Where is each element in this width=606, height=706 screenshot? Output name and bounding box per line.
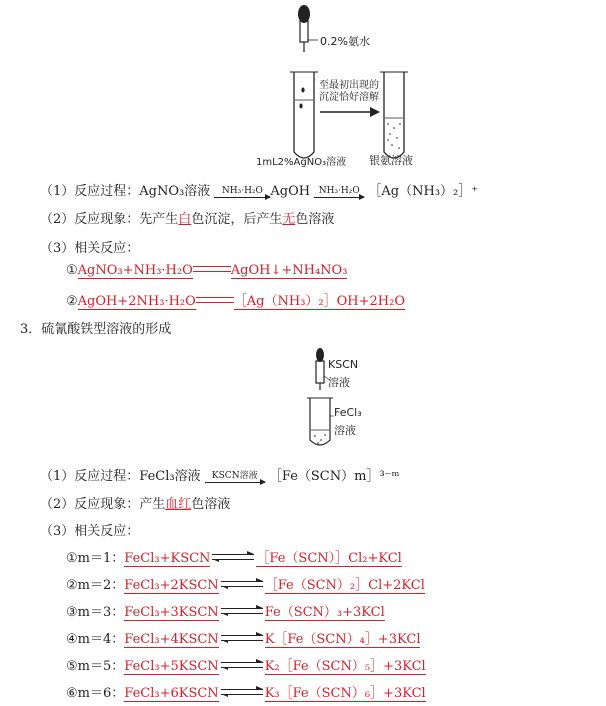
process-line-silver — [40, 180, 478, 199]
reaction-iron-4: ④m＝4：FeCl₃+4KSCN K［Fe（SCN）₄］+3KCl — [66, 632, 421, 647]
answer-white: 白 — [178, 212, 192, 227]
reaction-iron-3: ③m＝3：FeCl₃+3KSCN Fe（SCN）₃+3KCl — [66, 605, 385, 620]
reaction-silver-2: ②AgOH+2NH₃·H₂O ［Ag（NH₃）₂］OH+2H₂O — [66, 294, 406, 309]
fecl3-label: FeCl₃ — [334, 406, 362, 419]
process-line-iron: （1）反应过程：FeCl₃溶液 KSCN溶液 ［Fe（SCN）m］³⁻ᵐ — [40, 469, 400, 484]
kscn-label: KSCN — [328, 358, 359, 371]
dropper-label: 0.2%氨水 — [320, 35, 370, 48]
process-end: ［Ag（NH₃）₂］⁺ — [368, 184, 479, 199]
fecl3-solution-label: 溶液 — [334, 424, 356, 437]
phenomenon-line-silver: （2）反应现象：先产生白色沉淀，后产生无色溶液 — [40, 212, 335, 227]
related-label-iron: （3）相关反应： — [40, 524, 140, 539]
answer-blood-red: 血红 — [165, 497, 192, 512]
reaction-iron-1: ①m＝1：FeCl₃+KSCN ［Fe（SCN）］Cl₂+KCl — [66, 551, 402, 566]
process-start: AgNO₃溶液 — [139, 184, 211, 199]
section-heading-thiocyanate: 3．硫氰酸铁型溶液的形成 — [20, 322, 172, 337]
answer-none: 无 — [282, 212, 296, 227]
tube-right-label: 银氨溶液 — [369, 154, 413, 167]
tube-left-label: 1mL2%AgNO₃溶液 — [256, 157, 347, 168]
reaction-iron-5: ⑤m＝5：FeCl₃+5KSCN K₂［Fe（SCN）₅］+3KCl — [66, 659, 426, 674]
reaction-arrow-2: NH₃·H₂O — [314, 187, 364, 198]
figure-silver-ammonia — [242, 0, 428, 168]
process-mid: AgOH — [270, 184, 311, 199]
reaction-arrow-1: NH₃·H₂O — [214, 187, 270, 198]
reaction-iron-2: ②m＝2：FeCl₃+2KSCN ［Fe（SCN）₂］Cl+2KCl — [66, 578, 425, 593]
reaction-arrow-kscn: KSCN溶液 — [205, 472, 265, 483]
phenomenon-line-iron: （2）反应现象：产生血红色溶液 — [40, 497, 231, 512]
process-label: （1）反应过程： — [40, 184, 140, 199]
reaction-silver-1: ①AgNO₃+NH₃·H₂O AgOH↓+NH₄NO₃ — [66, 263, 348, 278]
callout-text: 至最初出现的沉淀恰好溶解 — [319, 80, 379, 103]
related-label-silver: （3）相关反应： — [40, 241, 140, 256]
figure-thiocyanate — [300, 346, 390, 450]
kscn-solution-label: 溶液 — [328, 376, 350, 389]
reaction-iron-6: ⑥m＝6：FeCl₃+6KSCN K₃［Fe（SCN）₆］+3KCl — [66, 686, 426, 701]
